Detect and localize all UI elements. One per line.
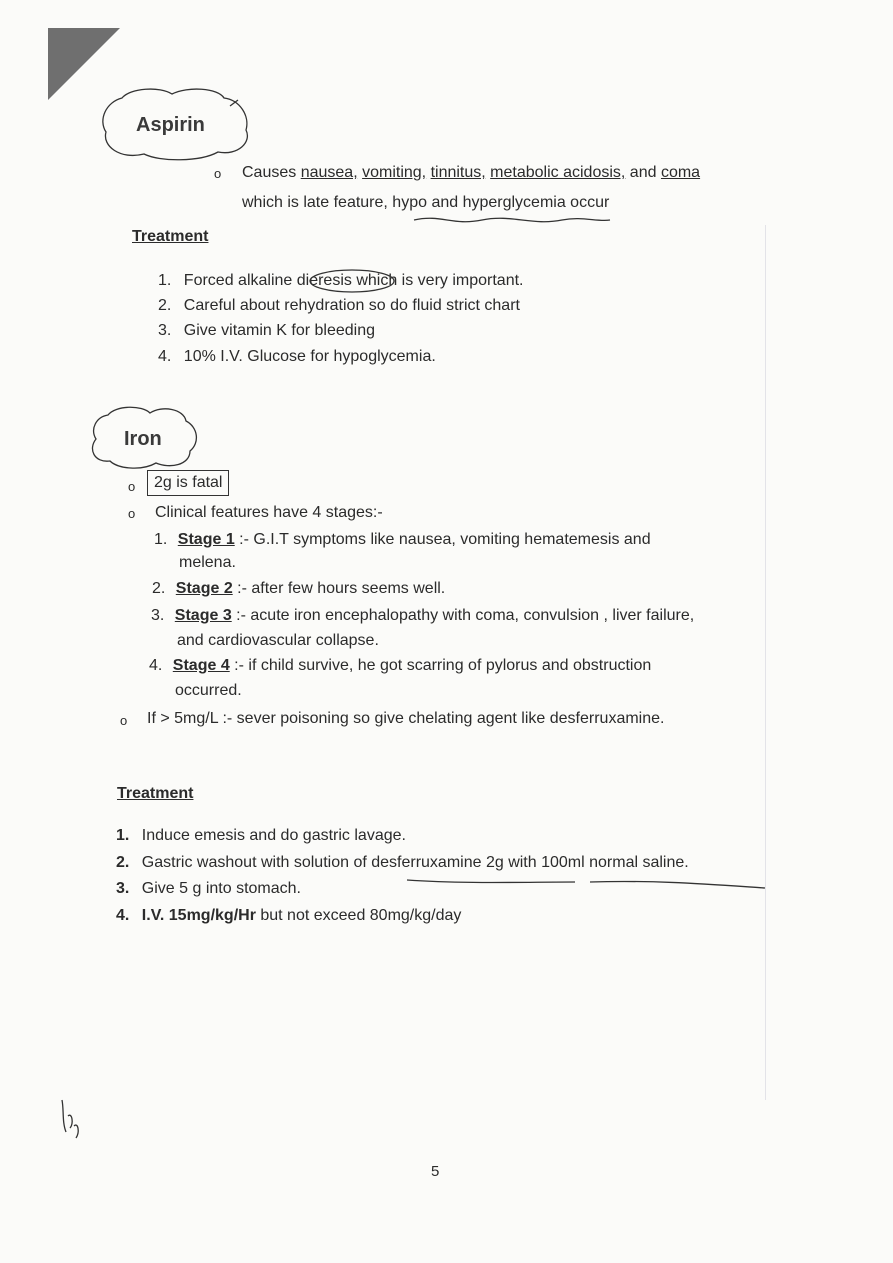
stage-number: 3.: [151, 607, 165, 624]
aspirin-effects-line1: [242, 163, 700, 183]
iron-treatment-item: [116, 826, 406, 846]
stage-text: :- after few hours seems well.: [237, 580, 446, 597]
bullet-marker: o: [120, 713, 128, 728]
clinical-features-intro: Clinical features have 4 stages:-: [155, 504, 383, 521]
severe-poisoning-note: If > 5mg/L :- sever poisoning so give chelating agent like desferruxamine.: [147, 710, 665, 727]
stage-number: 2.: [152, 580, 166, 597]
item-number: 4.: [116, 907, 130, 924]
stage-number: 4.: [149, 657, 163, 674]
item-number: 2.: [158, 297, 172, 314]
effects-vomiting: vomiting,: [362, 164, 427, 181]
item-number: 1.: [158, 272, 172, 289]
aspirin-effects-line2: which is late feature, hypo and hyperglycemia occur: [242, 194, 610, 211]
item-text: Forced alkaline dieresis which is very important.: [183, 272, 524, 289]
underline-mark: [405, 874, 770, 896]
fatal-dose-box: 2g is fatal: [147, 470, 229, 496]
margin-line: [765, 225, 766, 1100]
effects-tinnitus: tinnitus,: [430, 164, 486, 181]
page-number: 5: [431, 1163, 440, 1180]
aspirin-treatment-heading: Treatment: [132, 228, 209, 245]
effects-nausea: nausea,: [300, 164, 358, 181]
stage-text: :- acute iron encephalopathy with coma, convulsion , liver failure,: [236, 607, 695, 624]
bullet-marker: o: [128, 506, 136, 521]
aspirin-treatment-item: [158, 321, 375, 341]
stage-continuation: occurred.: [175, 682, 242, 699]
handwritten-scribble-icon: [58, 1096, 88, 1142]
stage-label: Stage 4: [172, 657, 230, 674]
effects-causes: Causes: [242, 164, 297, 181]
iron-treatment-item: [116, 906, 461, 926]
item-number: 1.: [116, 827, 130, 844]
stage-label: Stage 2: [175, 580, 233, 597]
stage-label: Stage 1: [177, 531, 235, 548]
item-number: 2.: [116, 854, 130, 871]
bullet-marker: o: [128, 479, 136, 494]
stage-item: [154, 530, 651, 550]
item-text: Give vitamin K for bleeding: [183, 322, 375, 339]
item-text: Induce emesis and do gastric lavage.: [141, 827, 406, 844]
item-number: 3.: [158, 322, 172, 339]
effects-coma: coma: [660, 164, 701, 181]
item-number: 3.: [116, 880, 130, 897]
aspirin-treatment-item: [158, 296, 520, 316]
iron-treatment-item: [116, 879, 301, 899]
stage-item: [149, 656, 651, 676]
iron-title: Iron: [124, 428, 162, 450]
circle-mark: [306, 266, 398, 296]
item-number: 4.: [158, 348, 172, 365]
iron-treatment-heading: Treatment: [117, 785, 194, 802]
effects-metabolic-acidosis: metabolic acidosis,: [490, 164, 626, 181]
bullet-marker: o: [214, 166, 222, 181]
stage-continuation: and cardiovascular collapse.: [177, 632, 379, 649]
effects-and: and: [629, 164, 657, 181]
stage-label: Stage 3: [174, 607, 232, 624]
item-text: 10% I.V. Glucose for hypoglycemia.: [183, 348, 436, 365]
item-text: Careful about rehydration so do fluid strict chart: [183, 297, 520, 314]
stage-text: :- if child survive, he got scarring of pylorus and obstruction: [234, 657, 652, 674]
item-text-bold: I.V. 15mg/kg/Hr: [141, 907, 256, 924]
iron-treatment-item: [116, 853, 689, 873]
stage-continuation: melena.: [179, 554, 236, 571]
item-text: but not exceed 80mg/kg/day: [255, 907, 462, 924]
stage-number: 1.: [154, 531, 168, 548]
stage-text: :- G.I.T symptoms like nausea, vomiting hematemesis and: [239, 531, 651, 548]
aspirin-treatment-item: [158, 347, 436, 367]
stage-item: [152, 579, 445, 599]
item-text: Give 5 g into stomach.: [141, 880, 301, 897]
aspirin-title: Aspirin: [136, 114, 205, 136]
wavy-underline-mark: [412, 212, 612, 228]
stage-item: [151, 606, 694, 626]
item-text: Gastric washout with solution of desferruxamine 2g with 100ml normal saline.: [141, 854, 689, 871]
